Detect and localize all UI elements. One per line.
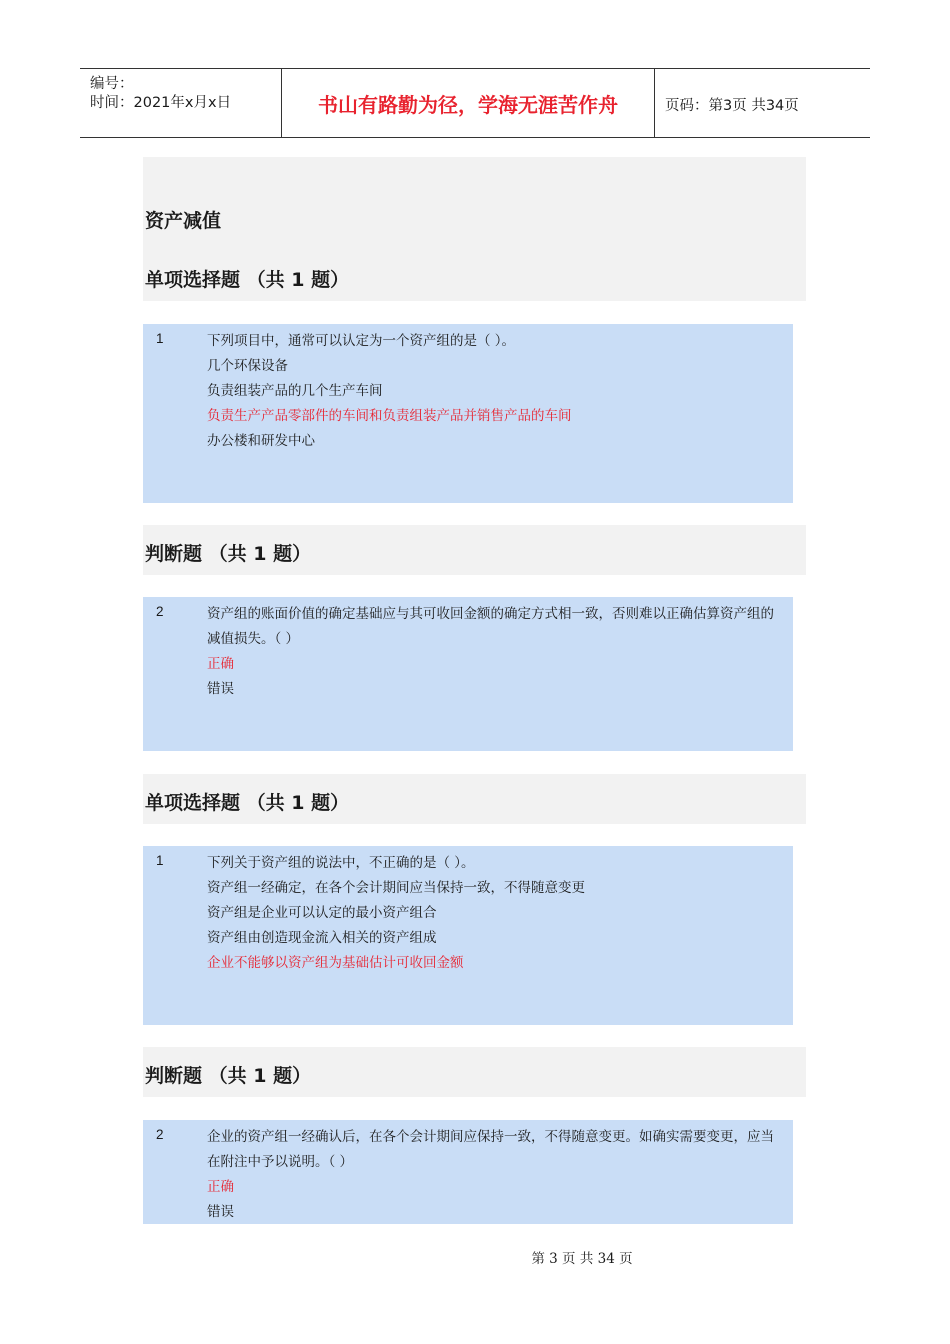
footer-page-number: 第 3 页 共 34 页 [531, 1251, 633, 1267]
question-text: 下列关于资产组的说法中，不正确的是（ ）。 [207, 855, 475, 871]
time-label: 时间：2021年x月x日 [90, 95, 232, 111]
section-bar [143, 157, 806, 301]
answer-option[interactable]: 负责组装产品的几个生产车间 [207, 383, 383, 399]
section-heading: 单项选择题 （共 1 题） [145, 269, 350, 291]
question-card [143, 846, 793, 1025]
motto: 书山有路勤为径，学海无涯苦作舟 [318, 93, 618, 117]
question-number: 2 [156, 1127, 164, 1142]
chapter-title: 资产减值 [145, 210, 222, 232]
answer-option-correct[interactable]: 正确 [207, 656, 234, 672]
question-body [207, 329, 777, 454]
answer-option-correct[interactable]: 正确 [207, 1179, 234, 1195]
question-number: 1 [156, 331, 164, 346]
answer-option[interactable]: 错误 [207, 1204, 234, 1220]
answer-option[interactable]: 几个环保设备 [207, 358, 288, 374]
question-card [143, 1120, 793, 1224]
section-heading: 判断题 （共 1 题） [145, 543, 312, 565]
answer-option[interactable]: 资产组一经确定，在各个会计期间应当保持一致，不得随意变更 [207, 880, 585, 896]
question-text: 资产组的账面价值的确定基础应与其可收回金额的确定方式相一致，否则难以正确估算资产组的减值损失。（ ） [207, 606, 774, 647]
question-number: 1 [156, 853, 164, 868]
question-text: 企业的资产组一经确认后，在各个会计期间应保持一致，不得随意变更。如确实需要变更，应当在附注中予以说明。（ ） [207, 1129, 774, 1170]
header-motto-cell [281, 69, 655, 137]
header-meta-cell [80, 69, 280, 137]
answer-option-correct[interactable]: 企业不能够以资产组为基础估计可收回金额 [207, 955, 464, 971]
section-heading: 判断题 （共 1 题） [145, 1065, 312, 1087]
question-body [207, 602, 777, 702]
question-card [143, 597, 793, 751]
question-card [143, 324, 793, 503]
page-header [80, 68, 870, 138]
answer-option-correct[interactable]: 负责生产产品零部件的车间和负责组装产品并销售产品的车间 [207, 408, 572, 424]
page-footer [0, 1247, 950, 1267]
section-heading: 单项选择题 （共 1 题） [145, 792, 350, 814]
answer-option[interactable]: 错误 [207, 681, 234, 697]
section-bar [143, 525, 806, 575]
header-page-cell [655, 69, 870, 137]
section-bar [143, 1047, 806, 1097]
page-info: 页码：第3页 共34页 [665, 98, 799, 114]
answer-option[interactable]: 资产组由创造现金流入相关的资产组成 [207, 930, 437, 946]
question-number: 2 [156, 604, 164, 619]
answer-option[interactable]: 办公楼和研发中心 [207, 433, 315, 449]
number-label: 编号： [90, 76, 134, 92]
answer-option[interactable]: 资产组是企业可以认定的最小资产组合 [207, 905, 437, 921]
question-body [207, 851, 777, 976]
question-body [207, 1125, 777, 1225]
question-text: 下列项目中，通常可以认定为一个资产组的是（ ）。 [207, 333, 516, 349]
section-bar [143, 774, 806, 824]
